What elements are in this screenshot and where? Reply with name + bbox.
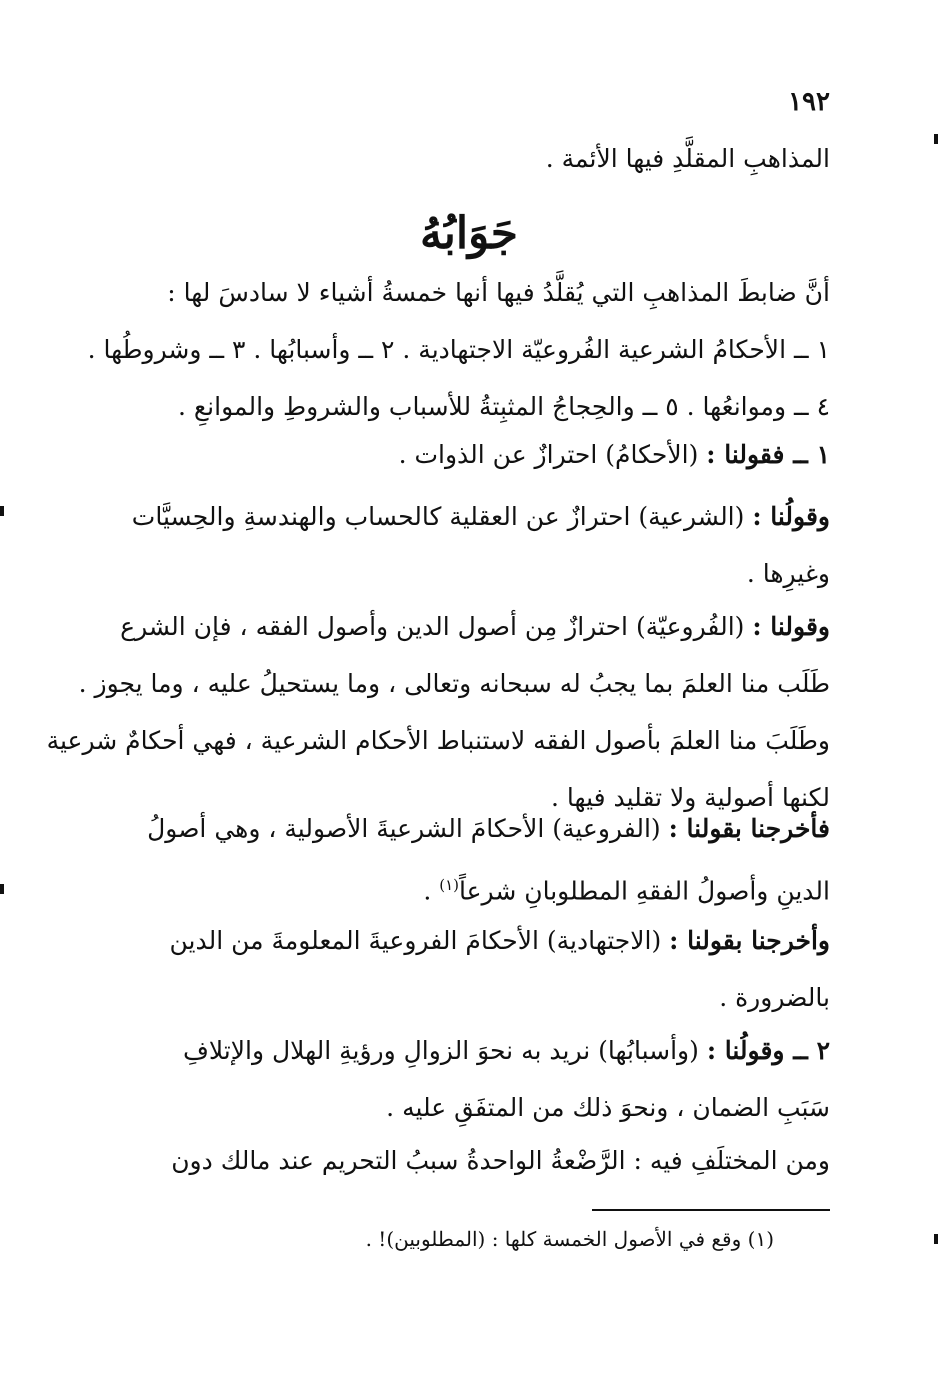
text-line xyxy=(108,857,830,919)
paragraph-5 xyxy=(108,800,830,919)
text-line xyxy=(108,488,830,545)
line-rest: (الأحكامُ) احترازٌ عن الذوات . xyxy=(398,440,699,469)
lead-phrase: وقولنا : xyxy=(752,612,830,641)
text-line xyxy=(108,426,830,483)
paragraph-3 xyxy=(108,488,830,602)
text-line: وغيرِها . xyxy=(746,559,830,588)
text-line: لكنها أصولية ولا تقليد فيها . xyxy=(551,783,830,812)
text-line: طَلَب منا العلمَ بما يجبُ له سبحانه وتعالى ، وما يستحيلُ عليه ، وما يجوز . xyxy=(78,669,830,698)
text-line: بالضرورة . xyxy=(719,983,830,1012)
text-line: المذاهبِ المقلَّدِ فيها الأئمة . xyxy=(545,144,830,173)
paragraph-7 xyxy=(108,1022,830,1136)
text-line xyxy=(108,912,830,969)
lead-phrase: ٢ ــ وقولُنا : xyxy=(706,1036,830,1065)
text-line xyxy=(108,800,830,857)
line-rest: (الفروعية) الأحكامَ الشرعيةَ الأصولية ، وهي أصولُ xyxy=(147,814,661,843)
paragraph-4 xyxy=(46,598,830,826)
scan-edge-mark xyxy=(934,1234,938,1244)
line-end: . xyxy=(423,876,432,906)
line-rest: (الاجتهادية) الأحكامَ الفروعيةَ المعلومةَ من الدين xyxy=(169,926,662,955)
text-line xyxy=(108,1022,830,1079)
lead-phrase: ١ ــ فقولنا : xyxy=(706,440,830,469)
text-line: ومن المختلَفِ فيه : الرَّضْعةُ الواحدةُ سببُ التحريم عند مالك دون xyxy=(171,1146,830,1175)
footnote-divider xyxy=(592,1209,830,1211)
paragraph-6 xyxy=(108,912,830,1026)
paragraph-2 xyxy=(108,426,830,483)
line-rest: (الشرعية) احترازٌ عن العقلية كالحساب والهندسةِ والحِسيَّات xyxy=(131,502,745,531)
scan-edge-mark xyxy=(0,506,4,516)
intro-line xyxy=(108,130,830,187)
lead-phrase: وأخرجنا بقولنا : xyxy=(669,926,830,955)
text-line xyxy=(108,598,830,655)
paragraph-8 xyxy=(108,1132,830,1189)
line-rest: الدينِ وأصولُ الفقهِ المطلوبانِ شرعاً xyxy=(459,876,830,906)
footnote: (١) وقع في الأصول الخمسة كلها : (المطلوبين)! . xyxy=(365,1227,774,1251)
scan-edge-mark xyxy=(0,884,4,894)
section-heading: جَوَابُهُ xyxy=(420,208,518,259)
text-line: سَبَبِ الضمان ، ونحوَ ذلك من المتفَقِ عليه . xyxy=(386,1093,830,1122)
scan-edge-mark xyxy=(934,134,938,144)
footnote-reference[interactable]: (١) xyxy=(439,876,460,894)
lead-phrase: وقولُنا : xyxy=(752,502,830,531)
text-line: وطَلَبَ منا العلمَ بأصول الفقه لاستنباط الأحكام الشرعية ، فهي أحكامٌ شرعية xyxy=(46,726,830,755)
paragraph-1 xyxy=(87,264,830,435)
text-line: أنَّ ضابطَ المذاهبِ التي يُقلَّدُ فيها أنها خمسةُ أشياء لا سادسَ لها : xyxy=(167,278,830,307)
text-line: ٤ ــ وموانعُها . ٥ ــ والحِجاجُ المثبِتةُ للأسباب والشروطِ والموانعِ . xyxy=(177,392,830,421)
page-number: ١٩٢ xyxy=(788,87,830,117)
lead-phrase: فأخرجنا بقولنا : xyxy=(668,814,830,843)
line-rest: (وأسبابُها) نريد به نحوَ الزوالِ ورؤيةِ الهلال والإتلافِ xyxy=(182,1036,699,1065)
line-rest: (الفُروعيّة) احترازٌ مِن أصول الدين وأصول الفقه ، فإن الشرع xyxy=(120,612,745,641)
text-line: ١ ــ الأحكامُ الشرعية الفُروعيّة الاجتهادية . ٢ ــ وأسبابُها . ٣ ــ وشروطُها . xyxy=(87,335,830,364)
